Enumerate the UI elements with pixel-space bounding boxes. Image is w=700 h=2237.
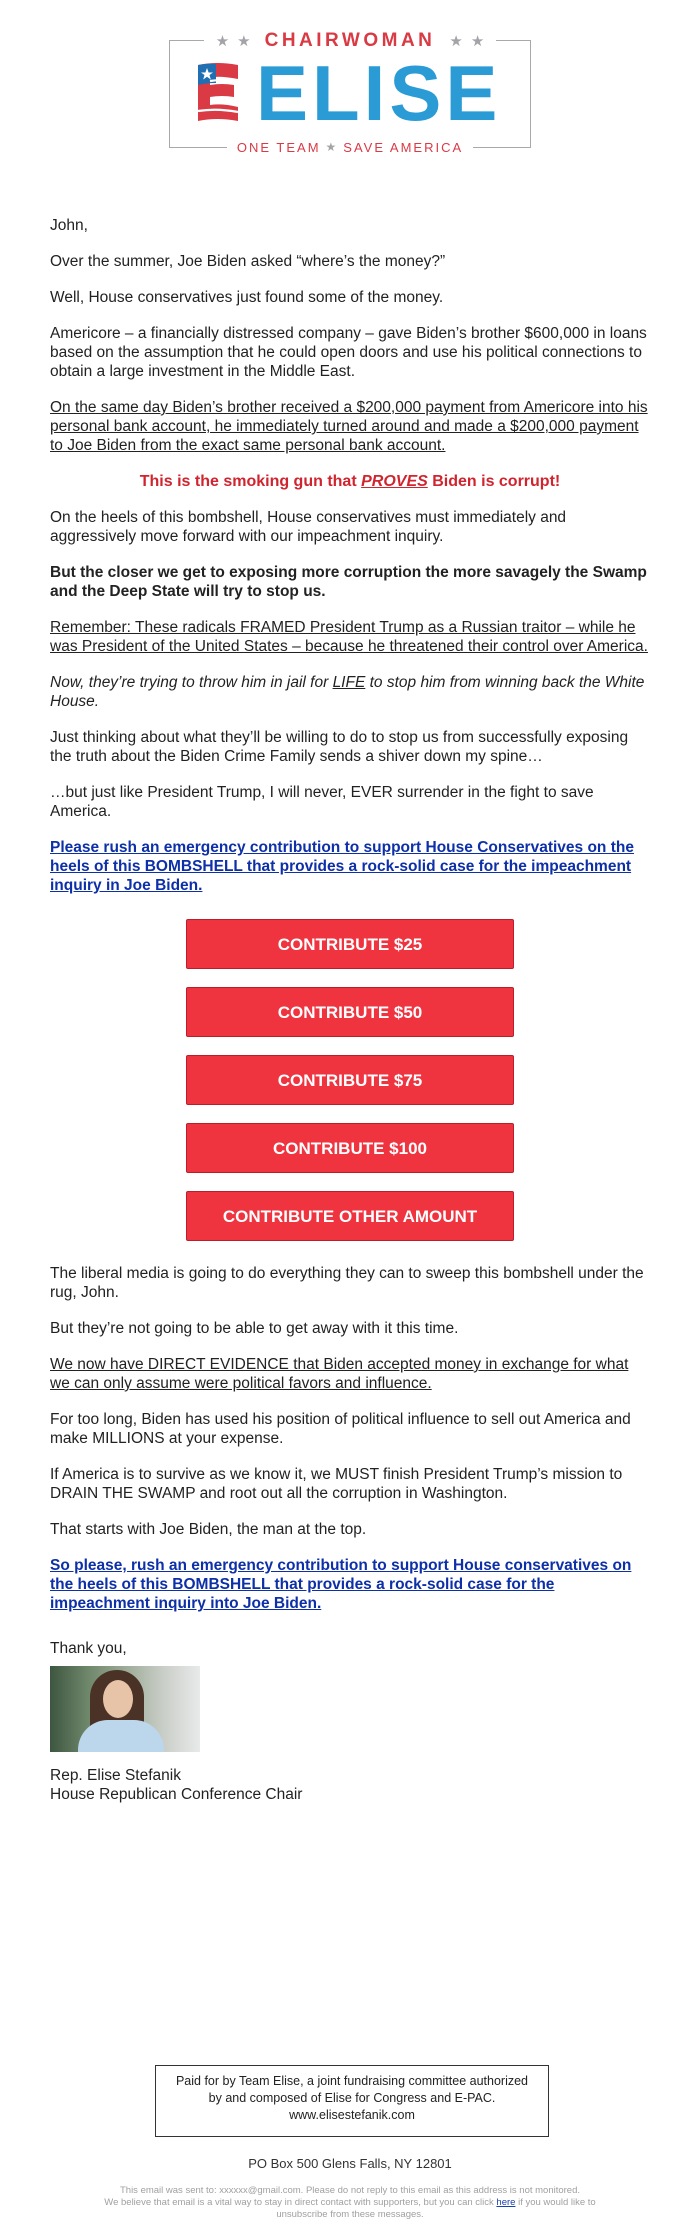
fine-print-line: This email was sent to: xxxxxx@gmail.com. Please do not reply to this email as this address is not monitored.	[119, 2185, 581, 2196]
tagline-left: ONE TEAM	[236, 139, 321, 155]
email-body	[50, 216, 650, 1804]
star-icon: ★	[215, 33, 230, 50]
signoff: Thank you,	[50, 1640, 127, 1657]
signature-name: Rep. Elise Stefanik	[50, 1767, 181, 1784]
fine-print	[90, 2185, 610, 2221]
paragraph: If America is to survive as we know it, we MUST finish President Trump’s mission to DRAIN THE SWAMP and root out all the corruption in Washington.	[50, 1466, 623, 1502]
contribute-75-button[interactable]: CONTRIBUTE $75	[186, 1055, 514, 1105]
life-text: LIFE	[332, 674, 366, 691]
paragraph: That starts with Joe Biden, the man at the top.	[50, 1521, 367, 1538]
smoking-text-end: Biden is corrupt!	[427, 473, 561, 490]
star-icon: ★	[237, 33, 251, 50]
contribute-100-button[interactable]: CONTRIBUTE $100	[186, 1123, 514, 1173]
elise-logo	[169, 30, 531, 155]
tagline-right: SAVE AMERICA	[343, 139, 464, 155]
paragraph: Over the summer, Joe Biden asked “where’s the money?”	[50, 253, 446, 270]
mailing-address: PO Box 500 Glens Falls, NY 12801	[248, 2156, 452, 2171]
unsubscribe-link[interactable]: here	[496, 2197, 516, 2208]
proves-text: PROVES	[361, 473, 428, 490]
paragraph: Americore – a financially distressed company – gave Biden’s brother $600,000 in loans based on the assumption that he could open doors and use his political connections to obtain a large investment in the Middle East.	[50, 325, 647, 380]
paragraph-underlined: Remember: These radicals FRAMED President Trump as a Russian traitor – while he was President of the United States – because he threatened their control over America.	[50, 619, 648, 655]
star-icon: ★	[470, 33, 485, 50]
paragraph: Well, House conservatives just found some of the money.	[50, 289, 444, 306]
logo-chairwoman-text: CHAIRWOMAN	[264, 30, 436, 51]
paragraph-underlined: On the same day Biden’s brother received a $200,000 payment from Americore into his personal bank account, he immediately turned around and made a $200,000 payment to Joe Biden from the exact same personal bank account.	[50, 399, 648, 454]
italic-text: Now, they’re trying to throw him in jail for	[50, 674, 333, 691]
paragraph-italic	[50, 673, 650, 711]
fine-print-line: We believe that email is a vital way to stay in direct contact with supporters, but you can click here if you would like to unsubscribe from these messages.	[104, 2197, 596, 2220]
greeting: John,	[50, 217, 88, 234]
contribute-25-button[interactable]: CONTRIBUTE $25	[186, 919, 514, 969]
contribute-other-button[interactable]: CONTRIBUTE OTHER AMOUNT	[186, 1191, 514, 1241]
smoking-gun-headline	[50, 472, 650, 491]
elise-portrait	[50, 1666, 200, 1752]
flag-e-icon	[192, 61, 242, 123]
star-icon: ★	[449, 33, 463, 50]
paragraph: …but just like President Trump, I will never, EVER surrender in the fight to save America.	[50, 784, 594, 820]
donate-link-secondary[interactable]: So please, rush an emergency contribution to support House conservatives on the heels of this BOMBSHELL that provides a rock-solid case for the impeachment inquiry into Joe Biden.	[50, 1557, 632, 1612]
donate-link-primary[interactable]: Please rush an emergency contribution to support House Conservatives on the heels of this BOMBSHELL that provides a rock-solid case for the impeachment inquiry in Joe Biden.	[50, 839, 634, 894]
paragraph: The liberal media is going to do everything they can to sweep this bombshell under the rug, John.	[50, 1265, 644, 1301]
signature-title: House Republican Conference Chair	[50, 1786, 303, 1803]
contribute-buttons	[50, 919, 650, 1241]
italic-text-end: to stop him from winning back the White House.	[50, 674, 645, 710]
logo-elise-text: ELISE	[256, 49, 502, 137]
paragraph-underlined: We now have DIRECT EVIDENCE that Biden accepted money in exchange for what we can only assume were political favors and influence.	[50, 1356, 629, 1392]
logo-tagline	[169, 138, 531, 156]
paragraph: On the heels of this bombshell, House conservatives must immediately and aggressively move forward with our impeachment inquiry.	[50, 509, 567, 545]
paragraph: Just thinking about what they’ll be willing to do to stop us from successfully exposing the truth about the Biden Crime Family sends a shiver down my spine…	[50, 729, 629, 765]
paragraph: For too long, Biden has used his position of political influence to sell out America and make MILLIONS at your expense.	[50, 1411, 631, 1447]
paragraph-bold: But the closer we get to exposing more corruption the more savagely the Swamp and the Deep State will try to stop us.	[50, 564, 647, 600]
smoking-text: This is the smoking gun that	[139, 473, 362, 490]
contribute-50-button[interactable]: CONTRIBUTE $50	[186, 987, 514, 1037]
paragraph: But they’re not going to be able to get away with it this time.	[50, 1320, 459, 1337]
paid-for-box: Paid for by Team Elise, a joint fundraising committee authorized by and composed of Elise for Congress and E-PAC. www.elisestefanik.com	[155, 2065, 549, 2137]
star-icon: ★	[325, 140, 339, 154]
